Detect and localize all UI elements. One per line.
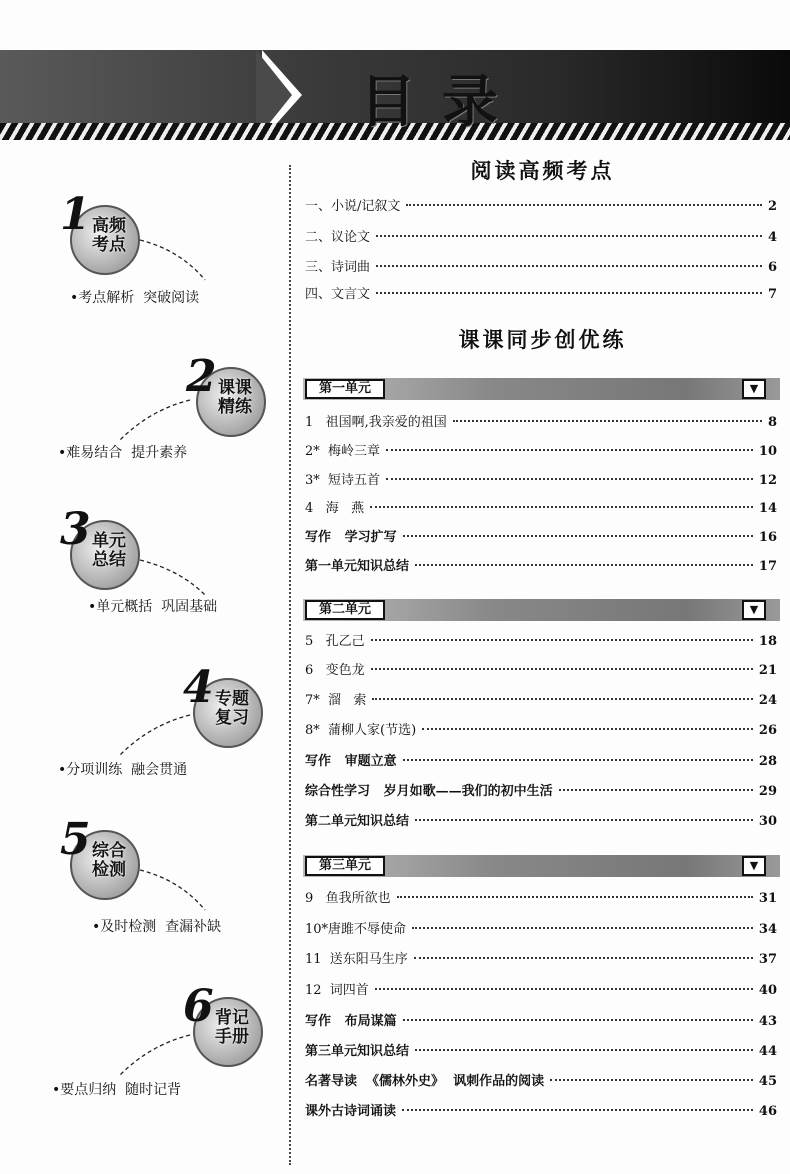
entry-title: 第二单元知识总结	[305, 814, 410, 829]
badge-title: 课课精练	[218, 378, 252, 417]
dot-leader	[403, 759, 753, 761]
dot-leader	[372, 698, 752, 700]
chevron-down-icon: ▼	[742, 379, 766, 399]
toc-entry[interactable]	[305, 1010, 777, 1028]
dot-leader	[375, 988, 753, 990]
toc-entry[interactable]	[305, 630, 777, 648]
toc-entry[interactable]	[305, 555, 777, 573]
entry-page: 16	[758, 530, 777, 545]
entry-page: 37	[758, 952, 777, 967]
dot-leader	[406, 204, 762, 206]
entry-title: 综合性学习 岁月如歌——我们的初中生活	[305, 784, 553, 799]
entry-title: 一、小说/记叙文	[305, 199, 401, 214]
entry-page: 17	[758, 559, 777, 574]
entry-page: 46	[758, 1104, 777, 1119]
entry-title: 二、议论文	[305, 230, 371, 245]
badge-title: 高频考点	[92, 216, 126, 255]
entry-title: 8* 蒲柳人家(节选)	[305, 723, 417, 738]
toc-entry[interactable]	[305, 469, 777, 487]
badge-number: 2	[186, 351, 217, 402]
entry-page: 14	[758, 501, 777, 516]
toc-entry[interactable]	[305, 1070, 777, 1088]
entry-page: 40	[758, 983, 777, 998]
badge-number: 1	[60, 189, 91, 240]
entry-page: 30	[758, 814, 777, 829]
toc-entry[interactable]	[305, 810, 777, 828]
dot-leader	[415, 819, 753, 821]
toc-entry[interactable]	[305, 440, 777, 458]
toc-entry[interactable]	[305, 1040, 777, 1058]
entry-page: 6	[767, 260, 777, 275]
entry-title: 9 鱼我所欲也	[305, 891, 391, 906]
toc-entry[interactable]	[305, 750, 777, 768]
entry-title: 写作 布局谋篇	[305, 1014, 397, 1029]
entry-title: 5 孔乙己	[305, 634, 365, 649]
badge-number: 5	[60, 814, 91, 865]
entry-page: 2	[767, 199, 777, 214]
toc-entry[interactable]	[305, 887, 777, 905]
entry-title: 11 送东阳马生序	[305, 952, 408, 967]
entry-page: 12	[758, 473, 777, 488]
badge-number: 3	[60, 504, 91, 555]
entry-page: 31	[758, 891, 777, 906]
badge-caption: •分项训练 融会贯通	[58, 762, 188, 778]
badge-caption: •及时检测 查漏补缺	[92, 919, 222, 935]
dot-leader	[386, 478, 753, 480]
dot-leader	[376, 292, 762, 294]
entry-page: 43	[758, 1014, 777, 1029]
badge-title: 背记手册	[215, 1008, 249, 1047]
entry-title: 12 词四首	[305, 983, 369, 998]
toc-entry[interactable]	[305, 918, 777, 936]
dot-leader	[371, 668, 753, 670]
dot-leader	[376, 265, 762, 267]
entry-title: 第三单元知识总结	[305, 1044, 410, 1059]
entry-title: 4 海 燕	[305, 501, 365, 516]
entry-page: 29	[758, 784, 777, 799]
dot-leader	[559, 789, 753, 791]
unit-label: 第三单元	[305, 856, 385, 876]
dot-leader	[403, 535, 753, 537]
entry-title: 四、文言文	[305, 287, 371, 302]
toc-entry[interactable]	[305, 497, 777, 515]
badge-title: 综合检测	[92, 841, 126, 880]
badge-title: 专题复习	[215, 689, 249, 728]
toc-entry[interactable]	[305, 226, 777, 244]
dot-leader	[415, 564, 753, 566]
badge-6	[183, 981, 265, 1067]
toc-entry[interactable]	[305, 780, 777, 798]
entry-title: 写作 审题立意	[305, 754, 397, 769]
entry-page: 10	[758, 444, 777, 459]
dot-leader	[397, 896, 753, 898]
dot-leader	[550, 1079, 753, 1081]
dot-leader	[414, 957, 753, 959]
badge-caption: •考点解析 突破阅读	[70, 290, 200, 306]
badge-number: 6	[183, 981, 214, 1032]
entry-page: 44	[758, 1044, 777, 1059]
toc-entry[interactable]	[305, 659, 777, 677]
dot-leader	[422, 728, 753, 730]
toc-entry[interactable]	[305, 283, 777, 301]
badge-title: 单元总结	[92, 531, 126, 570]
entry-title: 6 变色龙	[305, 663, 365, 678]
toc-entry[interactable]	[305, 979, 777, 997]
toc-entry[interactable]	[305, 195, 777, 213]
toc-entry[interactable]	[305, 719, 777, 737]
section-title: 课课同步创优练	[458, 328, 627, 352]
chevron-down-icon: ▼	[742, 600, 766, 620]
entry-title: 课外古诗词诵读	[305, 1104, 397, 1119]
unit-header	[303, 599, 780, 621]
entry-title: 第一单元知识总结	[305, 559, 410, 574]
dot-leader	[402, 1109, 753, 1111]
toc-entry[interactable]	[305, 526, 777, 544]
dot-leader	[412, 927, 753, 929]
dot-leader	[453, 420, 762, 422]
unit-label: 第二单元	[305, 600, 385, 620]
page-title: 目录	[360, 70, 524, 135]
dot-leader	[370, 506, 753, 508]
entry-page: 18	[758, 634, 777, 649]
entry-title: 写作 学习扩写	[305, 530, 397, 545]
dot-leader	[386, 449, 753, 451]
entry-title: 三、诗词曲	[305, 260, 371, 275]
toc-entry[interactable]	[305, 689, 777, 707]
entry-page: 21	[758, 663, 777, 678]
toc-entry[interactable]	[305, 256, 777, 274]
entry-title: 名著导读 《儒林外史》 讽刺作品的阅读	[305, 1074, 545, 1089]
entry-page: 26	[758, 723, 777, 738]
chevron-down-icon: ▼	[742, 856, 766, 876]
entry-title: 2* 梅岭三章	[305, 444, 381, 459]
section-title: 阅读高频考点	[470, 159, 615, 183]
entry-title: 3* 短诗五首	[305, 473, 381, 488]
badge-caption: •单元概括 巩固基础	[88, 599, 218, 615]
dot-leader	[403, 1019, 753, 1021]
dot-leader	[371, 639, 753, 641]
unit-header	[303, 855, 780, 877]
toc-entry[interactable]	[305, 411, 777, 429]
entry-page: 4	[767, 230, 777, 245]
dot-leader	[415, 1049, 753, 1051]
unit-label: 第一单元	[305, 379, 385, 399]
badge-caption: •要点归纳 随时记背	[52, 1082, 182, 1098]
toc-entry[interactable]	[305, 948, 777, 966]
entry-title: 7* 溜 索	[305, 693, 367, 708]
badge-caption: •难易结合 提升素养	[58, 445, 188, 461]
entry-title: 10*唐雎不辱使命	[305, 922, 407, 937]
entry-title: 1 祖国啊,我亲爱的祖国	[305, 415, 447, 430]
entry-page: 24	[758, 693, 777, 708]
entry-page: 8	[767, 415, 777, 430]
dot-leader	[376, 235, 762, 237]
toc-entry[interactable]	[305, 1100, 777, 1118]
unit-header	[303, 378, 780, 400]
entry-page: 34	[758, 922, 777, 937]
entry-page: 7	[767, 287, 777, 302]
badge-number: 4	[183, 662, 214, 713]
entry-page: 28	[758, 754, 777, 769]
entry-page: 45	[758, 1074, 777, 1089]
